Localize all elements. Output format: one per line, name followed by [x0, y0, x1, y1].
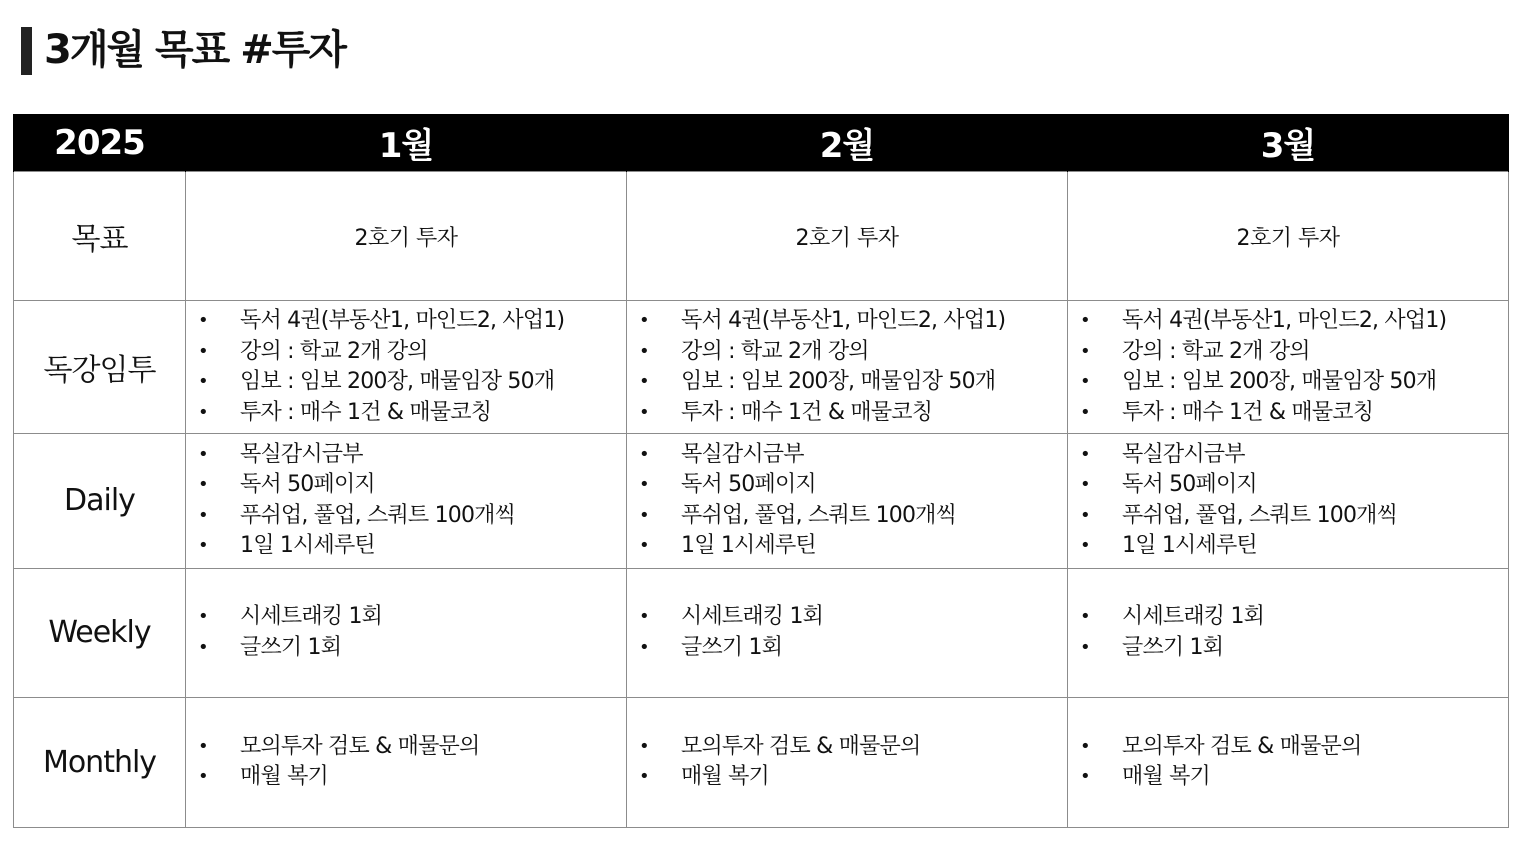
goal-plan-table [13, 114, 1509, 828]
plan-row [14, 172, 1509, 301]
row-label: 목표 [14, 172, 186, 301]
list-item: • 푸쉬업, 풀업, 스쿼트 100개씩 [639, 501, 1067, 532]
task-cell [186, 301, 627, 434]
list-item: • 강의 : 학교 2개 강의 [198, 337, 626, 368]
task-list [1068, 602, 1508, 663]
row-label: Daily [14, 434, 186, 568]
task-cell [1068, 568, 1509, 697]
task-cell [627, 697, 1068, 827]
list-item: • 글쓰기 1회 [639, 633, 1067, 664]
task-list [627, 732, 1067, 793]
task-list [627, 440, 1067, 562]
task-cell [186, 697, 627, 827]
list-item: • 독서 50페이지 [198, 470, 626, 501]
task-list [1068, 732, 1508, 793]
page-title: 3개월 목표 #투자 [44, 27, 346, 73]
month-header: 1월 [186, 114, 627, 172]
list-item: • 임보 : 임보 200장, 매물임장 50개 [639, 367, 1067, 398]
list-item: • 글쓰기 1회 [198, 633, 626, 664]
list-item: • 임보 : 임보 200장, 매물임장 50개 [1080, 367, 1508, 398]
list-item: • 강의 : 학교 2개 강의 [1080, 337, 1508, 368]
list-item: • 1일 1시세루틴 [639, 531, 1067, 562]
task-list [627, 306, 1067, 428]
row-label: Weekly [14, 568, 186, 697]
list-item: • 푸쉬업, 풀업, 스쿼트 100개씩 [1080, 501, 1508, 532]
title-accent-bar [21, 27, 32, 75]
plan-row [14, 697, 1509, 827]
task-list [627, 602, 1067, 663]
month-header: 2월 [627, 114, 1068, 172]
year-header: 2025 [14, 114, 186, 172]
list-item: • 목실감시금부 [639, 440, 1067, 471]
header-row [14, 114, 1509, 172]
list-item: • 매월 복기 [639, 762, 1067, 793]
list-item: • 독서 50페이지 [639, 470, 1067, 501]
list-item: • 목실감시금부 [198, 440, 626, 471]
task-cell [1068, 301, 1509, 434]
task-list [186, 732, 626, 793]
row-label: 독강임투 [14, 301, 186, 434]
list-item: • 1일 1시세루틴 [1080, 531, 1508, 562]
plan-row [14, 568, 1509, 697]
list-item: • 목실감시금부 [1080, 440, 1508, 471]
task-list [1068, 440, 1508, 562]
task-cell [1068, 434, 1509, 568]
list-item: • 시세트래킹 1회 [1080, 602, 1508, 633]
task-list [186, 440, 626, 562]
list-item: • 시세트래킹 1회 [639, 602, 1067, 633]
list-item: • 모의투자 검토 & 매물문의 [198, 732, 626, 763]
task-cell [627, 434, 1068, 568]
plan-row [14, 434, 1509, 568]
list-item: • 독서 4권(부동산1, 마인드2, 사업1) [198, 306, 626, 337]
list-item: • 투자 : 매수 1건 & 매물코칭 [1080, 398, 1508, 429]
goal-cell: 2호기 투자 [627, 172, 1068, 301]
task-list [186, 602, 626, 663]
list-item: • 매월 복기 [1080, 762, 1508, 793]
list-item: • 투자 : 매수 1건 & 매물코칭 [639, 398, 1067, 429]
task-cell [627, 568, 1068, 697]
list-item: • 독서 50페이지 [1080, 470, 1508, 501]
list-item: • 매월 복기 [198, 762, 626, 793]
list-item: • 독서 4권(부동산1, 마인드2, 사업1) [639, 306, 1067, 337]
task-cell [186, 434, 627, 568]
list-item: • 모의투자 검토 & 매물문의 [1080, 732, 1508, 763]
task-cell [1068, 697, 1509, 827]
list-item: • 푸쉬업, 풀업, 스쿼트 100개씩 [198, 501, 626, 532]
task-cell [186, 568, 627, 697]
list-item: • 독서 4권(부동산1, 마인드2, 사업1) [1080, 306, 1508, 337]
task-list [186, 306, 626, 428]
list-item: • 1일 1시세루틴 [198, 531, 626, 562]
list-item: • 투자 : 매수 1건 & 매물코칭 [198, 398, 626, 429]
month-header: 3월 [1068, 114, 1509, 172]
plan-row [14, 301, 1509, 434]
list-item: • 모의투자 검토 & 매물문의 [639, 732, 1067, 763]
list-item: • 시세트래킹 1회 [198, 602, 626, 633]
goal-cell: 2호기 투자 [1068, 172, 1509, 301]
list-item: • 글쓰기 1회 [1080, 633, 1508, 664]
row-label: Monthly [14, 697, 186, 827]
task-list [1068, 306, 1508, 428]
task-cell [627, 301, 1068, 434]
list-item: • 강의 : 학교 2개 강의 [639, 337, 1067, 368]
goal-cell: 2호기 투자 [186, 172, 627, 301]
plan-body [14, 172, 1509, 828]
list-item: • 임보 : 임보 200장, 매물임장 50개 [198, 367, 626, 398]
